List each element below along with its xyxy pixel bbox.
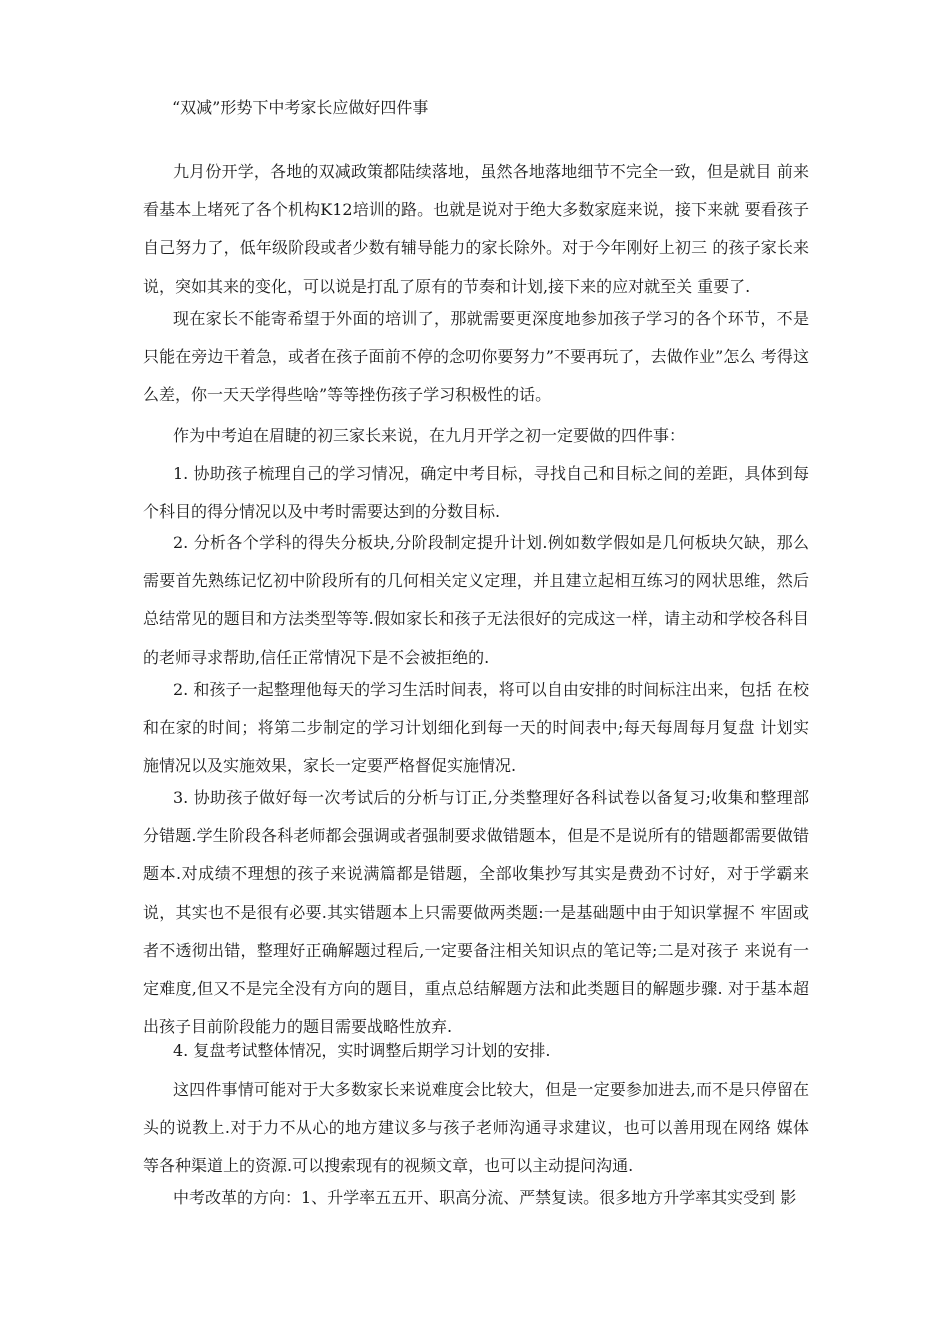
paragraph-9: 这四件事情可能对于大多数家长来说难度会比较大，但是一定要参加进去,而不是只停留在头的说教上.对于力不从心的地方建议多与孩子老师沟通寻求建议，也可以善用现在网络 媒体等各种渠道上的资源.可以搜索现有的视频文章，也可以主动提问沟通.: [143, 1080, 809, 1176]
paragraph-6: 2. 和孩子一起整理他每天的学习生活时间表，将可以自由安排的时间标注出来，包括 在校和在家的时间；将第二步制定的学习计划细化到每一天的时间表中;每天每周每月复盘 计划实施情况以及实施效果，家长一定要严格督促实施情况.: [143, 680, 809, 776]
paragraph-5: 2. 分析各个学科的得失分板块,分阶段制定提升计划.例如数学假如是几何板块欠缺，那么需要首先熟练记忆初中阶段所有的几何相关定义定理，并且建立起相互练习的网状思维，然后总结常见的题目和方法类型等等.假如家长和孩子无法很好的完成这一样，请主动和学校各科目的老师寻求帮助,信任正常情况下是不会被拒绝的.: [143, 533, 809, 667]
paragraph-8: 4. 复盘考试整体情况，实时调整后期学习计划的安排.: [173, 1041, 551, 1060]
paragraph-2: 现在家长不能寄希望于外面的培训了，那就需要更深度地参加孩子学习的各个环节，不是只能在旁边干着急，或者在孩子面前不停的念叨你要努力”不要再玩了，去做作业”怎么 考得这么差，你一天天学得些啥”等等挫伤孩子学习积极性的话。: [143, 309, 809, 405]
paragraph-7: 3. 协助孩子做好每一次考试后的分析与订正,分类整理好各科试卷以备复习;收集和整理部分错题.学生阶段各科老师都会强调或者强制要求做错题本，但是不是说所有的错题都需要做错题本.对成绩不理想的孩子来说满篇都是错题，全部收集抄写其实是费劲不讨好，对于学霸来说，其实也不是很有必要.其实错题本上只需要做两类题:一是基础题中由于知识掌握不 牢固或者不透彻出错，整理好正确解题过程后,一定要备注相关知识点的笔记等;二是对孩子 来说有一定难度,但又不是完全没有方向的题目，重点总结解题方法和此类题目的解题步骤. 对于基本超出孩子目前阶段能力的题目需要战略性放弃.: [143, 788, 809, 1037]
document-title: “双减”形势下中考家长应做好四件事: [172, 98, 429, 117]
paragraph-1: 九月份开学，各地的双减政策都陆续落地，虽然各地落地细节不完全一致，但是就目 前来看基本上堵死了各个机构K12培训的路。也就是说对于绝大多数家庭来说，接下来就 要看孩子自己努力了，低年级阶段或者少数有辅导能力的家长除外。对于今年刚好上初三 的孩子家长来说，突如其来的变化，可以说是打乱了原有的节奏和计划,接下来的应对就至关 重要了.: [143, 162, 809, 296]
paragraph-3: 作为中考迫在眉睫的初三家长来说，在九月开学之初一定要做的四件事：: [173, 426, 686, 445]
paragraph-4: 1. 协助孩子梳理自己的学习情况，确定中考目标，寻找自己和目标之间的差距，具体到每个科目的得分情况以及中考时需要达到的分数目标.: [143, 464, 809, 522]
paragraph-10: 中考改革的方向：1、升学率五五开、职高分流、严禁复读。很多地方升学率其实受到 影: [173, 1188, 797, 1207]
